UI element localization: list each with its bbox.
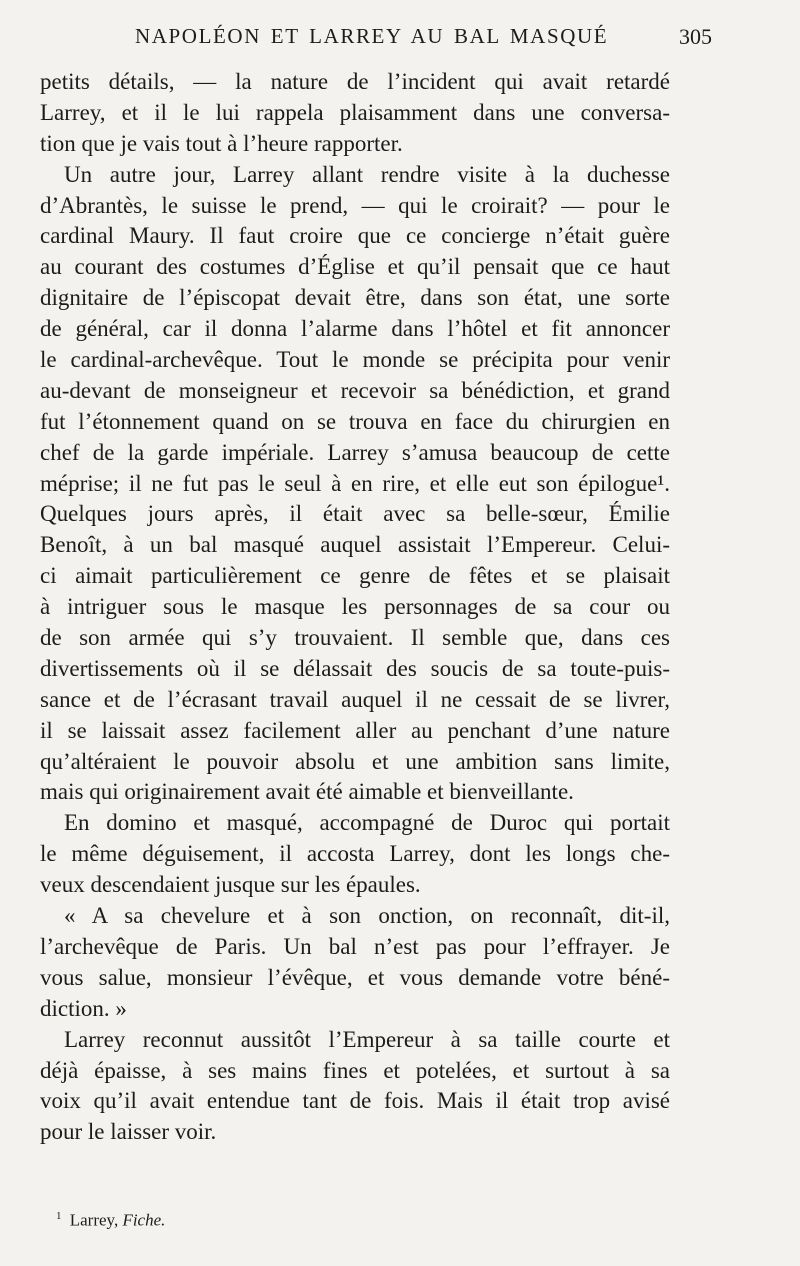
text-line: Quelques jours après, il était avec sa belle-sœur, Émilie: [40, 501, 670, 527]
text-line: au-devant de monseigneur et recevoir sa bénédiction, et grand: [40, 377, 670, 403]
text-line: à intriguer sous le masque les personnages de sa cour ou: [40, 594, 670, 620]
text-line: petits détails, — la nature de l’incident qui avait retardé: [40, 69, 670, 94]
running-head: [40, 24, 712, 54]
text-line: ci aimait particulièrement ce genre de fêtes et se plaisait: [40, 563, 670, 589]
text-line: diction. »: [40, 995, 127, 1021]
text-line: au courant des costumes d’Église et qu’il pensait que ce haut: [40, 254, 670, 280]
footnote-author: Larrey,: [69, 1210, 119, 1230]
text-line: méprise; il ne fut pas le seul à en rire, et elle eut son épilogue¹.: [40, 470, 670, 496]
text-line: Benoît, à un bal masqué auquel assistait l’Empereur. Celui-: [40, 532, 670, 558]
text-line: cardinal Maury. Il faut croire que ce concierge n’était guère: [40, 223, 670, 249]
text-line: pour le laisser voir.: [40, 1119, 217, 1145]
text-line: divertissements où il se délassait des soucis de sa toute-puis-: [40, 655, 670, 681]
footnote-source: Fiche.: [122, 1210, 166, 1230]
text-line: vous salue, monsieur l’évêque, et vous demande votre béné-: [40, 964, 670, 990]
text-line: mais qui originairement avait été aimable et bienveillante.: [40, 779, 574, 805]
text-line: de général, car il donna l’alarme dans l’hôtel et fit annoncer: [40, 316, 670, 342]
text-line: l’archevêque de Paris. Un bal n’est pas pour l’effrayer. Je: [40, 933, 670, 959]
text-line: « A sa chevelure et à son onction, on reconnaît, dit-il,: [64, 903, 670, 929]
text-line: tion que je vais tout à l’heure rapporter.: [40, 130, 403, 156]
text-line: qu’altéraient le pouvoir absolu et une ambition sans limite,: [40, 748, 670, 774]
text-line: dignitaire de l’épiscopat devait être, dans son état, une sorte: [40, 285, 670, 311]
running-head-title: NAPOLÉON ET LARREY AU BAL MASQUÉ: [135, 24, 609, 48]
text-line: En domino et masqué, accompagné de Duroc qui portait: [64, 810, 670, 836]
text-line: voix qu’il avait entendue tant de fois. Mais il était trop avisé: [40, 1088, 670, 1114]
page-number: 305: [679, 24, 712, 49]
text-line: le cardinal-archevêque. Tout le monde se précipita pour venir: [40, 347, 670, 373]
text-line: de son armée qui s’y trouvaient. Il semble que, dans ces: [40, 625, 670, 651]
footnote-number: 1: [56, 1210, 62, 1222]
text-line: fut l’étonnement quand on se trouva en face du chirurgien en: [40, 408, 670, 434]
text-line: veux descendaient jusque sur les épaules.: [40, 872, 421, 898]
text-line: chef de la garde impériale. Larrey s’amusa beaucoup de cette: [40, 439, 670, 465]
text-line: sance et de l’écrasant travail auquel il ne cessait de se livrer,: [40, 686, 670, 712]
text-line: déjà épaisse, à ses mains fines et potelées, et surtout à sa: [40, 1057, 670, 1083]
text-line: d’Abrantès, le suisse le prend, — qui le croirait? — pour le: [40, 192, 670, 218]
text-line: il se laissait assez facilement aller au penchant d’une nature: [40, 717, 670, 743]
text-line: le même déguisement, il accosta Larrey, dont les longs che-: [40, 841, 670, 867]
text-line: Larrey reconnut aussitôt l’Empereur à sa taille courte et: [64, 1026, 670, 1052]
text-line: Larrey, et il le lui rappela plaisamment dans une conversa-: [40, 99, 670, 125]
text-line: Un autre jour, Larrey allant rendre visite à la duchesse: [64, 161, 670, 187]
footnote: [56, 1210, 165, 1231]
body-text: [40, 67, 670, 1148]
